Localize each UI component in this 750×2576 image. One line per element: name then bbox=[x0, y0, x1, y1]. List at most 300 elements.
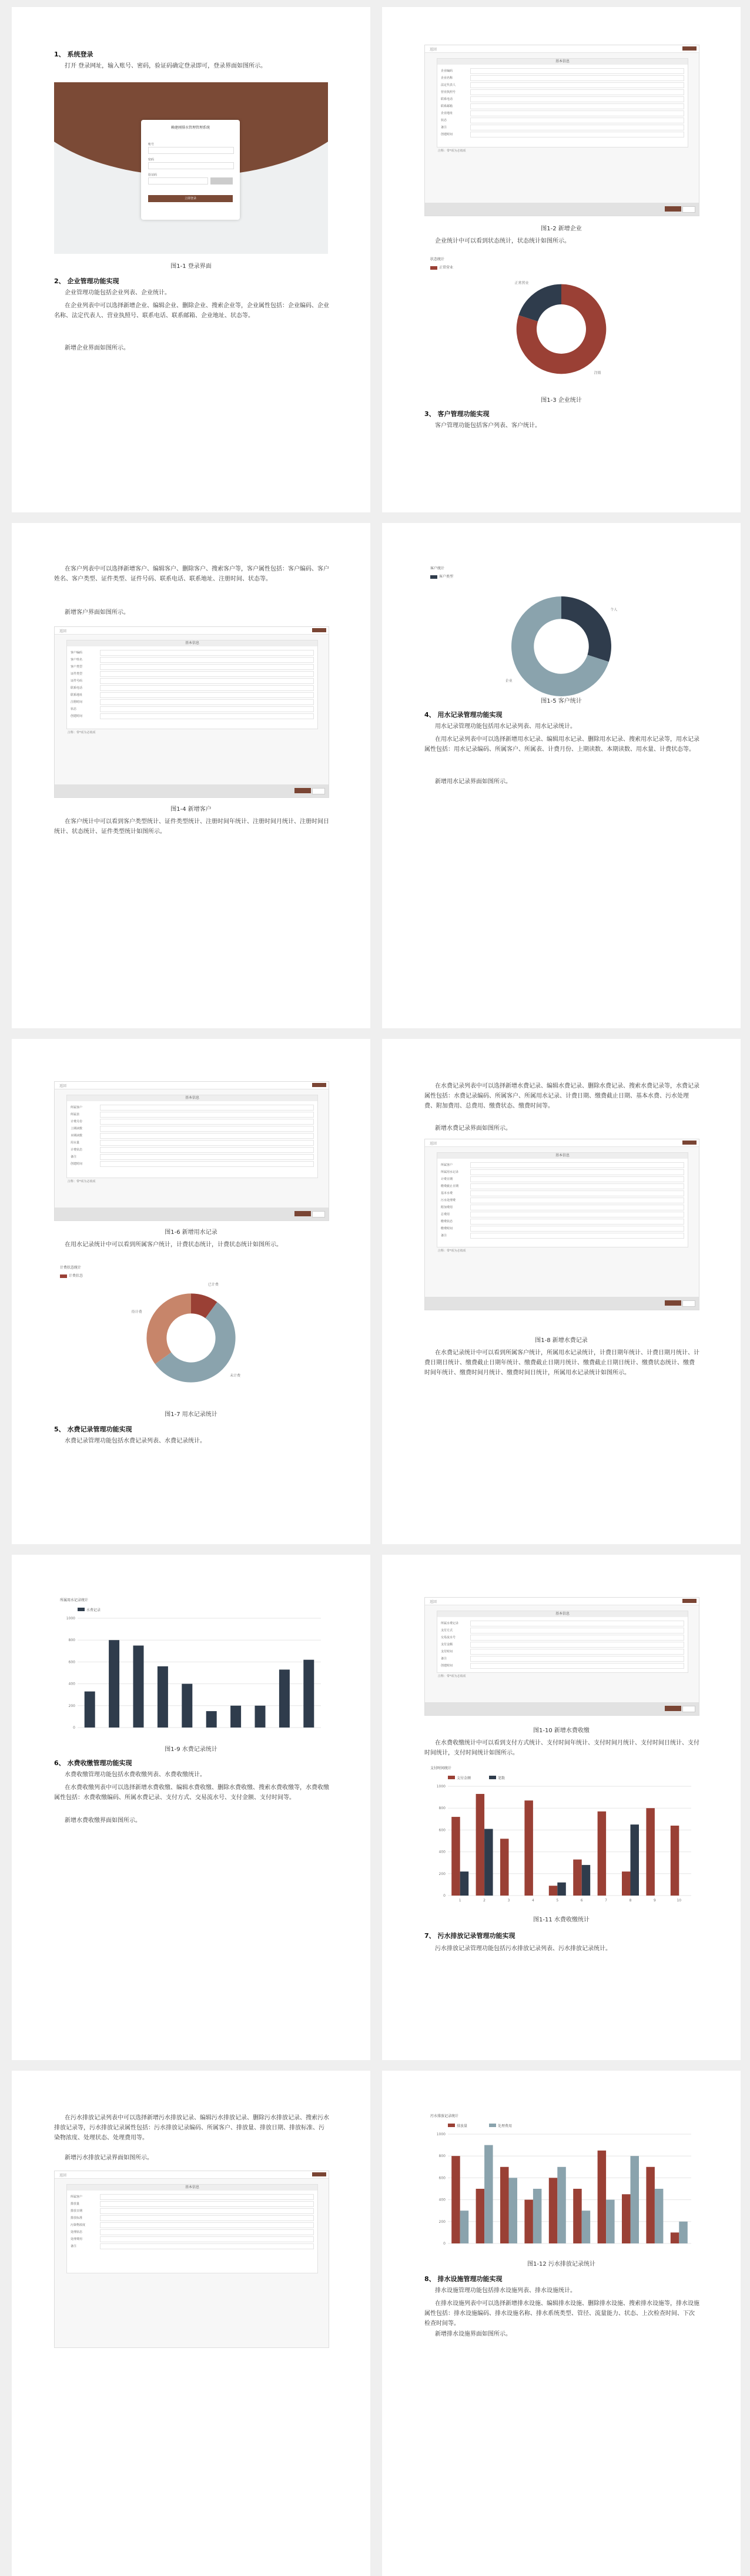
field-input[interactable] bbox=[470, 118, 684, 123]
back-link[interactable]: 返回 bbox=[430, 48, 437, 52]
bar[interactable] bbox=[460, 2211, 468, 2243]
figure-caption: 图1-1 登录界面 bbox=[170, 263, 212, 270]
form-row bbox=[441, 110, 684, 116]
form-row bbox=[71, 1105, 314, 1110]
bar[interactable] bbox=[206, 1711, 217, 1728]
form-row bbox=[71, 1154, 314, 1159]
y-tick-label: 0 bbox=[443, 2242, 446, 2246]
login-box bbox=[141, 120, 240, 220]
form-row bbox=[441, 1190, 684, 1196]
pie-svg bbox=[424, 577, 698, 716]
bar[interactable] bbox=[598, 2151, 606, 2243]
paragraph: 在客户统计中可以看到客户类型统计、证件类型统计、注册时间年统计、注册时间月统计、注册时间日统计、状态统计、证件类型统计如图所示。 bbox=[54, 819, 329, 835]
paragraph: 新增客户界面如图所示。 bbox=[65, 609, 129, 616]
cancel-button[interactable] bbox=[312, 1211, 325, 1217]
page-3 bbox=[12, 523, 370, 1028]
back-link[interactable]: 返回 bbox=[59, 1084, 67, 1088]
x-tick-label: 1 bbox=[458, 1899, 461, 1903]
slice-label: 正常营业 bbox=[514, 281, 529, 286]
bar[interactable] bbox=[573, 2189, 581, 2243]
field-label: 创建时间 bbox=[71, 715, 83, 718]
y-tick-label: 600 bbox=[68, 1660, 75, 1665]
form-row bbox=[71, 2208, 314, 2213]
field-label: 所属客户 bbox=[71, 2195, 83, 2199]
field-input[interactable] bbox=[100, 2194, 314, 2200]
field-input[interactable] bbox=[470, 110, 684, 116]
pie-slice[interactable] bbox=[518, 284, 561, 321]
legend-label: 客户类型 bbox=[439, 575, 454, 579]
bar[interactable] bbox=[533, 2189, 541, 2243]
bar[interactable] bbox=[549, 1886, 557, 1896]
form-row bbox=[71, 1112, 314, 1117]
field-input[interactable] bbox=[470, 1226, 684, 1232]
figure-caption: 图1-2 新增企业 bbox=[541, 226, 582, 232]
field-input[interactable] bbox=[100, 2236, 314, 2242]
form-row bbox=[71, 657, 314, 662]
field-label: 所属水费记录 bbox=[441, 1622, 459, 1625]
legend-label: 处理费用 bbox=[498, 2124, 513, 2128]
slice-label: 未计费 bbox=[230, 1374, 241, 1378]
field-input[interactable] bbox=[100, 2208, 314, 2214]
field-label: 污染物浓度 bbox=[71, 2223, 86, 2227]
add-sewage-screenshot bbox=[54, 2171, 329, 2348]
bar[interactable] bbox=[460, 1871, 468, 1896]
field-label: 缴费截止日期 bbox=[441, 1185, 459, 1188]
x-tick-label: 2 bbox=[483, 1899, 486, 1903]
bar[interactable] bbox=[655, 2189, 663, 2243]
field-label: 缴费时间 bbox=[441, 1227, 453, 1230]
form-row bbox=[441, 1205, 684, 1210]
y-tick-label: 0 bbox=[73, 1726, 75, 1730]
cancel-button[interactable] bbox=[682, 1706, 695, 1712]
legend-swatch bbox=[78, 1608, 85, 1611]
figure-caption: 图1-6 新增用水记录 bbox=[165, 1229, 217, 1236]
bar[interactable] bbox=[451, 2156, 460, 2243]
sewage-form bbox=[66, 2184, 318, 2273]
back-link[interactable]: 返回 bbox=[59, 2174, 67, 2178]
field-label: 联系地址 bbox=[71, 693, 83, 697]
paragraph: 企业统计中可以看到状态统计，状态统计如图所示。 bbox=[435, 238, 570, 244]
field-input[interactable] bbox=[470, 1642, 684, 1648]
form-note: 注释：带*项为必填项 bbox=[438, 1675, 466, 1678]
x-tick-label: 4 bbox=[531, 1899, 534, 1903]
form-row bbox=[441, 1162, 684, 1168]
field-input[interactable] bbox=[470, 1212, 684, 1217]
bar[interactable] bbox=[573, 1860, 581, 1896]
slice-label: 个人 bbox=[610, 608, 618, 612]
field-input[interactable] bbox=[470, 1162, 684, 1168]
field-input[interactable] bbox=[470, 1219, 684, 1225]
x-tick-label: 8 bbox=[629, 1899, 632, 1903]
field-label: 联系邮箱 bbox=[441, 105, 453, 108]
x-tick-label: 6 bbox=[580, 1899, 583, 1903]
paragraph: 水费记录管理功能包括水费记录列表、水费记录统计。 bbox=[65, 1438, 206, 1444]
confirm-button[interactable] bbox=[665, 1300, 681, 1306]
header-button[interactable] bbox=[312, 1083, 326, 1087]
bar[interactable] bbox=[476, 1794, 484, 1896]
bar[interactable] bbox=[671, 2232, 679, 2243]
legend-label: 排放量 bbox=[457, 2124, 468, 2128]
field-input[interactable] bbox=[100, 1126, 314, 1132]
field-label: 备注 bbox=[441, 1657, 447, 1661]
form-row bbox=[441, 1621, 684, 1626]
paragraph: 新增排水设施界面如图所示。 bbox=[435, 2331, 511, 2337]
bar[interactable] bbox=[598, 1812, 606, 1896]
field-label: 客户类型 bbox=[71, 665, 83, 669]
legend-label: 支付金额 bbox=[457, 1776, 471, 1780]
figure-caption: 图1-11 水费收缴统计 bbox=[533, 1917, 590, 1923]
add-enterprise-screenshot bbox=[424, 45, 699, 216]
form-row bbox=[441, 82, 684, 88]
field-input[interactable] bbox=[100, 1119, 314, 1125]
customer-form bbox=[66, 640, 318, 729]
bar[interactable] bbox=[303, 1660, 314, 1728]
field-label: 注册时间 bbox=[71, 700, 83, 704]
password-input[interactable] bbox=[148, 162, 234, 169]
field-label: 客户编码 bbox=[71, 651, 83, 655]
field-label: 计费状态 bbox=[71, 1148, 83, 1152]
figure-caption: 图1-4 新增客户 bbox=[170, 806, 212, 813]
login-button[interactable]: 立即登录 bbox=[148, 195, 233, 202]
captcha-label: 验证码 bbox=[148, 173, 158, 177]
form-row bbox=[441, 1628, 684, 1633]
y-tick-label: 200 bbox=[438, 1871, 446, 1876]
bar[interactable] bbox=[622, 1871, 630, 1896]
x-tick-label: 5 bbox=[556, 1899, 559, 1903]
field-input[interactable] bbox=[100, 1147, 314, 1153]
paragraph: 在水费记录列表中可以选择新增水费记录、编辑水费记录、删除水费记录、搜索水费记录等，水费记录属性包括：水费记录编码、所属客户、所属用水记录、计费日期、缴费截止日期、基本水费、污水处理费、附加费用、总费用、缴费状态、缴费时间等。 bbox=[424, 1083, 699, 1109]
field-label: 排放标准 bbox=[71, 2216, 83, 2220]
section-title: 4、 用水记录管理功能实现 bbox=[424, 711, 503, 719]
field-label: 上期读数 bbox=[71, 1127, 83, 1131]
enterprise-form bbox=[437, 58, 688, 147]
figure-caption: 图1-10 新增水费收缴 bbox=[533, 1728, 590, 1734]
username-label: 账号 bbox=[148, 143, 155, 146]
bar[interactable] bbox=[622, 2194, 630, 2243]
bar[interactable] bbox=[500, 1839, 508, 1896]
field-input[interactable] bbox=[470, 1649, 684, 1655]
form-note: 注释：带*项为必填项 bbox=[438, 1249, 466, 1253]
page-1 bbox=[12, 7, 370, 512]
figure-caption: 图1-5 客户统计 bbox=[541, 698, 582, 705]
form-note: 注释：带*项为必填项 bbox=[68, 1180, 96, 1183]
field-input[interactable] bbox=[470, 103, 684, 109]
field-input[interactable] bbox=[100, 706, 314, 712]
field-input[interactable] bbox=[470, 125, 684, 130]
page-4 bbox=[382, 523, 741, 1028]
form-row bbox=[441, 1183, 684, 1189]
field-input[interactable] bbox=[470, 1621, 684, 1626]
captcha-image[interactable] bbox=[210, 177, 233, 185]
bar[interactable] bbox=[182, 1684, 192, 1728]
form-row bbox=[71, 1119, 314, 1124]
section-title: 3、 客户管理功能实现 bbox=[424, 410, 490, 418]
pie-slice[interactable] bbox=[561, 596, 611, 662]
figure-caption: 图1-9 水费记录统计 bbox=[165, 1746, 217, 1753]
bar[interactable] bbox=[549, 2178, 557, 2243]
chart-toolbar-label: 污水排放记录统计 bbox=[430, 2114, 459, 2118]
field-label: 客户姓名 bbox=[71, 658, 83, 662]
page-9 bbox=[12, 2071, 370, 2576]
bar[interactable] bbox=[557, 2167, 565, 2243]
field-input[interactable] bbox=[100, 657, 314, 663]
field-input[interactable] bbox=[100, 699, 314, 705]
header-button[interactable] bbox=[682, 1599, 697, 1603]
field-input[interactable] bbox=[100, 1154, 314, 1160]
x-tick-label: 9 bbox=[653, 1899, 656, 1903]
paragraph: 在客户列表中可以选择新增客户、编辑客户、删除客户、搜索客户等，客户属性包括：客户编码、客户姓名、客户类型、证件类型、证件号码、联系电话、联系地址、注册时间、状态等。 bbox=[54, 566, 329, 582]
form-row bbox=[71, 2194, 314, 2199]
bar[interactable] bbox=[279, 1669, 290, 1728]
field-label: 创建时间 bbox=[71, 1162, 83, 1166]
slice-label: 注销 bbox=[594, 371, 601, 375]
page-8 bbox=[382, 1555, 741, 2060]
field-input[interactable] bbox=[100, 664, 314, 670]
bar[interactable] bbox=[646, 1808, 654, 1896]
paragraph: 污水排放记录管理功能包括污水排放记录列表、污水排放记录统计。 bbox=[435, 1946, 611, 1952]
field-label: 法定代表人 bbox=[441, 83, 456, 87]
form-row bbox=[71, 650, 314, 655]
form-note: 注释：带*项为必填项 bbox=[68, 731, 96, 734]
bar[interactable] bbox=[85, 1692, 95, 1728]
form-row bbox=[71, 2236, 314, 2242]
back-link[interactable]: 返回 bbox=[430, 1600, 437, 1604]
figure-caption: 图1-7 用水记录统计 bbox=[165, 1411, 217, 1418]
form-row bbox=[441, 118, 684, 123]
field-input[interactable] bbox=[470, 96, 684, 102]
form-title: 基本信息 bbox=[437, 1611, 688, 1617]
confirm-button[interactable] bbox=[294, 788, 311, 793]
form-row bbox=[441, 1226, 684, 1231]
x-tick-label: 3 bbox=[507, 1899, 510, 1903]
form-row bbox=[441, 103, 684, 109]
field-input[interactable] bbox=[470, 75, 684, 81]
field-input[interactable] bbox=[100, 713, 314, 719]
cancel-button[interactable] bbox=[312, 788, 325, 794]
paragraph: 排水设施管理功能包括排水设施列表、排水设施统计。 bbox=[435, 2287, 576, 2294]
form-row bbox=[71, 2201, 314, 2206]
form-row bbox=[71, 713, 314, 719]
bar[interactable] bbox=[133, 1646, 144, 1728]
field-input[interactable] bbox=[100, 692, 314, 698]
form-row bbox=[71, 2229, 314, 2235]
form-row bbox=[71, 685, 314, 690]
field-input[interactable] bbox=[470, 1190, 684, 1196]
form-title: 基本信息 bbox=[437, 1153, 688, 1159]
page-10 bbox=[382, 2071, 741, 2576]
username-input[interactable] bbox=[148, 147, 234, 154]
bar[interactable] bbox=[484, 2145, 493, 2243]
form-row bbox=[71, 706, 314, 712]
paragraph: 在水费收缴列表中可以选择新增水费收缴、编辑水费收缴、删除水费收缴、搜索水费收缴等，水费收缴属性包括：水费收缴编码、所属水费记录、支付方式、交易流水号、支付金额、支付时间等。 bbox=[54, 1785, 329, 1801]
paragraph: 打开 登录网址，输入账号、密码，验证码确定登录即可，登录界面如图所示。 bbox=[65, 63, 267, 69]
field-input[interactable] bbox=[470, 1635, 684, 1641]
login-screenshot bbox=[54, 82, 328, 254]
form-row bbox=[441, 1169, 684, 1175]
y-tick-label: 800 bbox=[438, 2154, 446, 2159]
figure-caption: 图1-12 污水排放记录统计 bbox=[527, 2261, 595, 2268]
add-fee-record-screenshot bbox=[424, 1139, 699, 1310]
field-input[interactable] bbox=[470, 132, 684, 137]
y-tick-label: 600 bbox=[438, 2176, 446, 2181]
bar[interactable] bbox=[582, 2211, 590, 2243]
form-title: 基本信息 bbox=[67, 1095, 317, 1101]
field-label: 所属用水记录 bbox=[441, 1170, 459, 1174]
field-input[interactable] bbox=[100, 1105, 314, 1111]
field-input[interactable] bbox=[470, 89, 684, 95]
form-row bbox=[71, 1147, 314, 1152]
bar[interactable] bbox=[631, 2156, 639, 2243]
field-input[interactable] bbox=[100, 2215, 314, 2221]
field-input[interactable] bbox=[100, 2229, 314, 2235]
field-input[interactable] bbox=[470, 1176, 684, 1182]
field-label: 状态 bbox=[71, 707, 77, 711]
field-input[interactable] bbox=[100, 2222, 314, 2228]
field-input[interactable] bbox=[470, 68, 684, 74]
field-label: 计费月份 bbox=[71, 1120, 83, 1123]
back-link[interactable]: 返回 bbox=[430, 1142, 437, 1146]
bar[interactable] bbox=[557, 1883, 565, 1896]
field-label: 企业地址 bbox=[441, 112, 453, 115]
field-input[interactable] bbox=[100, 685, 314, 691]
form-row bbox=[441, 1233, 684, 1238]
chart-toolbar-label: 所属用水记录统计 bbox=[60, 1598, 89, 1602]
bar[interactable] bbox=[484, 1829, 493, 1896]
field-input[interactable] bbox=[470, 1198, 684, 1203]
header-button[interactable] bbox=[682, 1141, 697, 1145]
bar[interactable] bbox=[158, 1666, 168, 1728]
bar[interactable] bbox=[606, 2200, 614, 2243]
slice-label: 企业 bbox=[505, 679, 513, 683]
field-label: 创建时间 bbox=[441, 1664, 453, 1668]
form-row bbox=[441, 1635, 684, 1640]
field-label: 备注 bbox=[71, 1155, 77, 1159]
form-note: 注释：带*项为必填项 bbox=[438, 149, 466, 153]
bar[interactable] bbox=[451, 1817, 460, 1896]
bar[interactable] bbox=[646, 2167, 654, 2243]
confirm-button[interactable] bbox=[665, 206, 681, 212]
bar[interactable] bbox=[255, 1706, 266, 1728]
field-input[interactable] bbox=[100, 1133, 314, 1139]
field-input[interactable] bbox=[100, 1112, 314, 1118]
field-label: 处理状态 bbox=[71, 2230, 83, 2234]
bar[interactable] bbox=[109, 1640, 119, 1728]
form-row bbox=[441, 1656, 684, 1661]
field-label: 污水处理费 bbox=[441, 1199, 456, 1202]
bar[interactable] bbox=[671, 1826, 679, 1896]
field-label: 企业编码 bbox=[441, 69, 453, 73]
form-title: 基本信息 bbox=[67, 2185, 317, 2191]
bar[interactable] bbox=[582, 1865, 590, 1896]
bar[interactable] bbox=[509, 2178, 517, 2243]
field-label: 交易流水号 bbox=[441, 1636, 456, 1639]
legend-label: 正常营业 bbox=[439, 266, 454, 270]
field-input[interactable] bbox=[100, 2201, 314, 2207]
field-input[interactable] bbox=[100, 1140, 314, 1146]
y-tick-label: 1000 bbox=[436, 2132, 446, 2136]
form-row bbox=[441, 125, 684, 130]
field-input[interactable] bbox=[470, 1205, 684, 1210]
figure-caption: 图1-8 新增水费记录 bbox=[535, 1337, 588, 1344]
y-tick-label: 400 bbox=[438, 1850, 446, 1854]
pie-slice[interactable] bbox=[146, 1293, 191, 1364]
bar[interactable] bbox=[476, 2189, 484, 2243]
y-tick-label: 200 bbox=[68, 1703, 75, 1708]
back-link[interactable]: 返回 bbox=[59, 629, 67, 633]
field-input[interactable] bbox=[100, 2243, 314, 2249]
paragraph: 在排水设施列表中可以选择新增排水设施、编辑排水设施、删除排水设施、搜索排水设施等，排水设施属性包括：排水设施编码、排水设施名称、排水系统类型、管径、流量能力、状态、上次检查时间、下次检查时间等。 bbox=[424, 2300, 699, 2327]
water-pie-chart bbox=[54, 1263, 328, 1400]
field-input[interactable] bbox=[100, 650, 314, 656]
confirm-button[interactable] bbox=[665, 1706, 681, 1711]
form-row bbox=[71, 1126, 314, 1131]
field-label: 本期读数 bbox=[71, 1134, 83, 1138]
section-title: 6、 水费收缴管理功能实现 bbox=[54, 1759, 132, 1767]
customer-pie-chart bbox=[424, 564, 698, 717]
form-title: 基本信息 bbox=[67, 640, 317, 646]
bar[interactable] bbox=[631, 1824, 639, 1896]
legend-swatch bbox=[448, 2124, 455, 2127]
fee-bar-chart bbox=[54, 1596, 328, 1743]
form-row bbox=[441, 1642, 684, 1647]
field-input[interactable] bbox=[100, 671, 314, 677]
bar[interactable] bbox=[230, 1706, 241, 1728]
paragraph: 在污水排放记录列表中可以选择新增污水排放记录、编辑污水排放记录、删除污水排放记录、搜索污水排放记录等，污水排放记录属性包括：污水排放记录编码、所属客户、排放量、排放日期、排放标准、污染物浓度、处理状态、处理费用等。 bbox=[54, 2115, 329, 2141]
field-input[interactable] bbox=[470, 1656, 684, 1662]
bar[interactable] bbox=[524, 2200, 533, 2243]
field-input[interactable] bbox=[470, 82, 684, 88]
bar[interactable] bbox=[524, 1800, 533, 1896]
paragraph: 新增企业界面如图所示。 bbox=[65, 345, 129, 351]
y-tick-label: 1000 bbox=[66, 1616, 75, 1621]
cancel-button[interactable] bbox=[682, 206, 695, 213]
field-input[interactable] bbox=[470, 1233, 684, 1239]
confirm-button[interactable] bbox=[294, 1211, 311, 1216]
captcha-input[interactable] bbox=[148, 177, 208, 185]
field-label: 支付金额 bbox=[441, 1643, 453, 1646]
field-input[interactable] bbox=[470, 1169, 684, 1175]
form-row bbox=[71, 1133, 314, 1138]
field-input[interactable] bbox=[470, 1628, 684, 1634]
field-label: 附加费用 bbox=[441, 1206, 453, 1209]
cancel-button[interactable] bbox=[682, 1300, 695, 1307]
header-button[interactable] bbox=[682, 46, 697, 51]
field-label: 所属表 bbox=[71, 1113, 80, 1116]
field-input[interactable] bbox=[470, 1663, 684, 1669]
field-input[interactable] bbox=[100, 678, 314, 684]
paragraph: 新增用水记录界面如图所示。 bbox=[435, 779, 511, 785]
payment-bar-chart bbox=[424, 1764, 698, 1911]
bar[interactable] bbox=[500, 2167, 508, 2243]
form-row bbox=[441, 1649, 684, 1654]
field-input[interactable] bbox=[470, 1183, 684, 1189]
header-button[interactable] bbox=[312, 628, 326, 632]
field-label: 联系电话 bbox=[71, 686, 83, 690]
field-input[interactable] bbox=[100, 1161, 314, 1167]
form-row bbox=[441, 1219, 684, 1224]
fee-record-form bbox=[437, 1152, 688, 1247]
chart-toolbar-label: 状态统计 bbox=[430, 257, 445, 261]
bar[interactable] bbox=[679, 2222, 687, 2243]
form-row bbox=[71, 2215, 314, 2221]
field-label: 排放日期 bbox=[71, 2209, 83, 2213]
form-row bbox=[71, 2222, 314, 2228]
y-tick-label: 400 bbox=[438, 2198, 446, 2202]
field-label: 处理费用 bbox=[71, 2238, 83, 2241]
field-label: 所属客户 bbox=[71, 1106, 83, 1109]
header-button[interactable] bbox=[312, 2172, 326, 2176]
slice-label: 已计费 bbox=[207, 1282, 219, 1287]
